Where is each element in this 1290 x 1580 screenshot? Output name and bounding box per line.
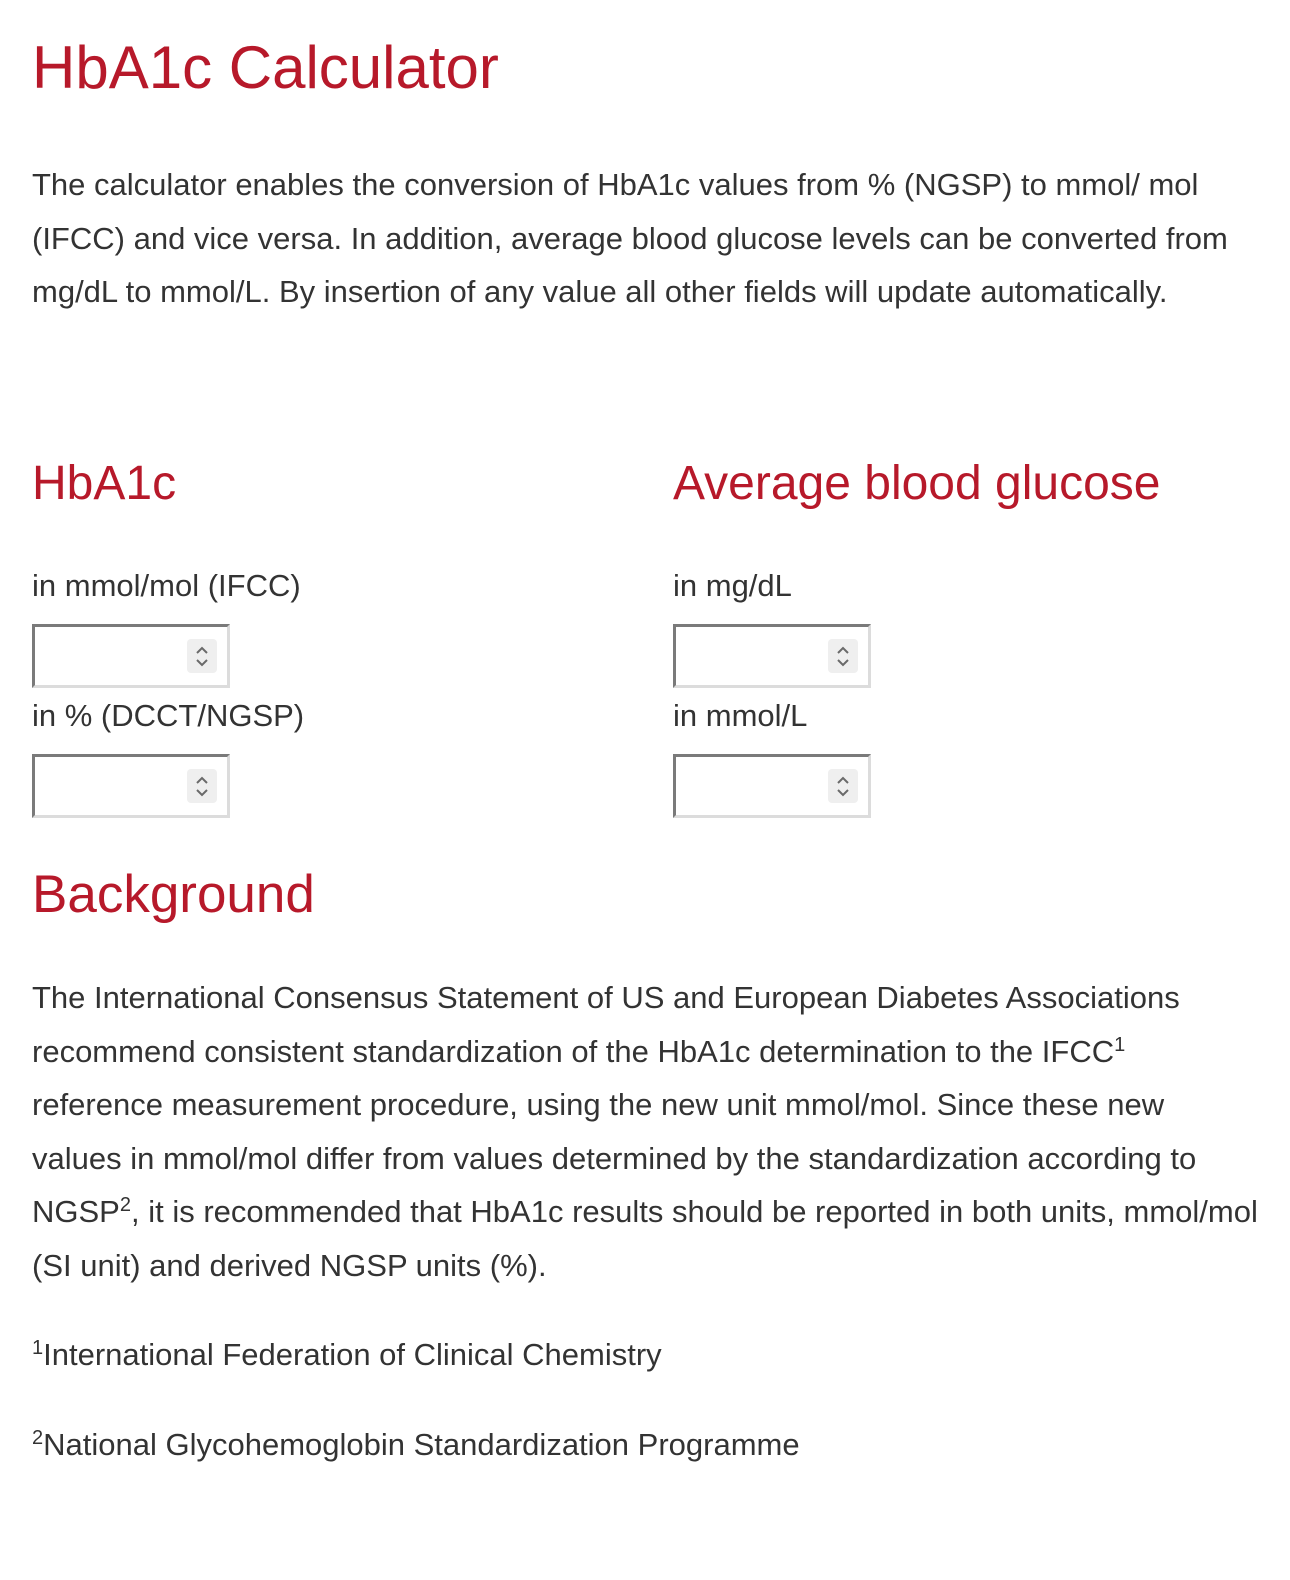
mgdl-spinner[interactable] (828, 639, 858, 673)
background-text-part3: , it is recommended that HbA1c results should be reported in both units, mmol/mol (SI unit) and derived NGSP units (%). (32, 1194, 1258, 1283)
chevron-down-icon[interactable] (194, 658, 210, 668)
background-text-part2: reference measurement procedure, using the new unit mmol/mol. Since these new values in mmol/mol differ from values determined by the standardization according to NGSP (32, 1087, 1197, 1229)
ngsp-label: in % (DCCT/NGSP) (32, 698, 305, 733)
glucose-heading: Average blood glucose (673, 457, 1161, 510)
footnote-ref-1: 1 (1114, 1033, 1126, 1056)
footnote-1 (32, 1335, 662, 1375)
intro-text: The calculator enables the conversion of HbA1c values from % (NGSP) to mmol/ mol (IFCC) and vice versa. In addition, average blood glucose levels can be converted from mg/dL to mmol/L. By insertion of any value all other fields will update automatically. (32, 167, 1228, 309)
footnote-2 (32, 1425, 800, 1465)
chevron-up-icon[interactable] (835, 775, 851, 785)
mgdl-label: in mg/dL (673, 568, 792, 603)
footnote-text: International Federation of Clinical Chemistry (43, 1337, 662, 1372)
ngsp-field[interactable] (32, 754, 230, 818)
chevron-up-icon[interactable] (194, 645, 210, 655)
hba1c-heading: HbA1c (32, 457, 177, 510)
chevron-down-icon[interactable] (194, 788, 210, 798)
mmoll-spinner[interactable] (828, 769, 858, 803)
ifcc-field[interactable] (32, 624, 230, 688)
hba1c-section (32, 452, 632, 733)
ngsp-input[interactable] (35, 757, 175, 815)
chevron-up-icon[interactable] (835, 645, 851, 655)
footnote-text: National Glycohemoglobin Standardization Programme (43, 1427, 800, 1462)
mgdl-field[interactable] (673, 624, 871, 688)
footnote-marker: 1 (32, 1337, 44, 1359)
mmoll-input[interactable] (676, 757, 816, 815)
footnote-ref-2: 2 (119, 1194, 131, 1216)
ifcc-label: in mmol/mol (IFCC) (32, 568, 301, 603)
mgdl-input[interactable] (676, 627, 816, 685)
mmoll-label: in mmol/L (673, 698, 808, 733)
mmoll-field[interactable] (673, 754, 871, 818)
chevron-down-icon[interactable] (835, 788, 851, 798)
ifcc-spinner[interactable] (187, 639, 217, 673)
glucose-section (673, 452, 1273, 733)
ifcc-input[interactable] (35, 627, 175, 685)
background-text (32, 971, 1258, 1292)
background-heading: Background (32, 865, 315, 924)
page-title: HbA1c Calculator (32, 34, 499, 101)
footnote-marker: 2 (32, 1427, 44, 1449)
chevron-up-icon[interactable] (194, 775, 210, 785)
chevron-down-icon[interactable] (835, 658, 851, 668)
background-text-part1: The International Consensus Statement of US and European Diabetes Associations recommend consistent standardization of the HbA1c determination to the IFCC (32, 980, 1180, 1069)
ngsp-spinner[interactable] (187, 769, 217, 803)
